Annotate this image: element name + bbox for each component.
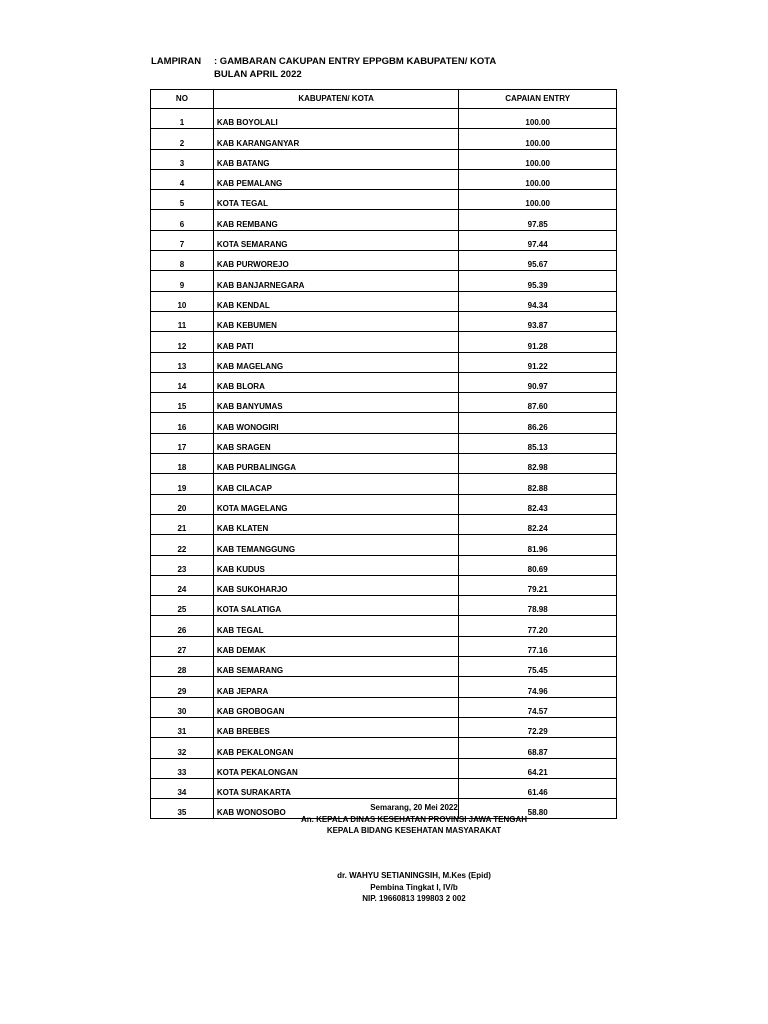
table-row <box>151 596 617 616</box>
achievement-value: 82.43 <box>459 494 617 514</box>
regency-name: KAB KENDAL <box>213 291 458 311</box>
achievement-value: 94.34 <box>459 291 617 311</box>
achievement-value: 77.20 <box>459 616 617 636</box>
achievement-value: 58.80 <box>459 799 617 819</box>
table-body <box>151 109 617 819</box>
achievement-value: 79.21 <box>459 575 617 595</box>
regency-name: KAB WONOGIRI <box>213 413 458 433</box>
table-row <box>151 697 617 717</box>
coverage-table <box>150 89 617 819</box>
row-number: 18 <box>151 454 214 474</box>
table-row <box>151 210 617 230</box>
document-header <box>151 55 496 81</box>
regency-name: KAB PURWOREJO <box>213 251 458 271</box>
regency-name: KOTA PEKALONGAN <box>213 758 458 778</box>
row-number: 25 <box>151 596 214 616</box>
row-number: 3 <box>151 149 214 169</box>
achievement-value: 97.85 <box>459 210 617 230</box>
achievement-value: 100.00 <box>459 169 617 189</box>
row-number: 5 <box>151 190 214 210</box>
achievement-value: 82.24 <box>459 514 617 534</box>
row-number: 30 <box>151 697 214 717</box>
achievement-value: 87.60 <box>459 393 617 413</box>
achievement-value: 91.28 <box>459 332 617 352</box>
regency-name: KAB SEMARANG <box>213 657 458 677</box>
table-row <box>151 169 617 189</box>
row-number: 29 <box>151 677 214 697</box>
table-row <box>151 657 617 677</box>
column-header-no: NO <box>151 90 214 109</box>
regency-name: KOTA SALATIGA <box>213 596 458 616</box>
achievement-value: 90.97 <box>459 372 617 392</box>
row-number: 2 <box>151 129 214 149</box>
row-number: 19 <box>151 474 214 494</box>
achievement-value: 100.00 <box>459 109 617 129</box>
row-number: 31 <box>151 717 214 737</box>
achievement-value: 86.26 <box>459 413 617 433</box>
row-number: 27 <box>151 636 214 656</box>
regency-name: KOTA MAGELANG <box>213 494 458 514</box>
table-row <box>151 372 617 392</box>
achievement-value: 100.00 <box>459 190 617 210</box>
regency-name: KAB KUDUS <box>213 555 458 575</box>
row-number: 35 <box>151 799 214 819</box>
table-row <box>151 454 617 474</box>
table-row <box>151 230 617 250</box>
achievement-value: 81.96 <box>459 535 617 555</box>
office-name: An. KEPALA DINAS KESEHATAN PROVINSI JAWA TENGAH <box>300 814 528 824</box>
achievement-value: 95.39 <box>459 271 617 291</box>
regency-name: KAB BLORA <box>213 372 458 392</box>
signatory-nip: NIP. 19660813 199803 2 002 <box>362 894 466 903</box>
document-period: BULAN APRIL 2022 <box>214 69 302 80</box>
row-number: 22 <box>151 535 214 555</box>
achievement-value: 91.22 <box>459 352 617 372</box>
achievement-value: 74.57 <box>459 697 617 717</box>
regency-name: KAB PEMALANG <box>213 169 458 189</box>
table-row <box>151 555 617 575</box>
regency-name: KAB SRAGEN <box>213 433 458 453</box>
achievement-value: 82.98 <box>459 454 617 474</box>
signatory-name: dr. WAHYU SETIANINGSIH, M.Kes (Epid) <box>337 871 491 880</box>
table-row <box>151 717 617 737</box>
row-number: 23 <box>151 555 214 575</box>
regency-name: KOTA SEMARANG <box>213 230 458 250</box>
row-number: 4 <box>151 169 214 189</box>
table-row <box>151 474 617 494</box>
signature-block <box>240 802 588 837</box>
regency-name: KAB PURBALINGGA <box>213 454 458 474</box>
table-row <box>151 251 617 271</box>
row-number: 14 <box>151 372 214 392</box>
table-row <box>151 291 617 311</box>
row-number: 12 <box>151 332 214 352</box>
signatory-block <box>240 870 588 905</box>
table-row <box>151 109 617 129</box>
row-number: 28 <box>151 657 214 677</box>
achievement-value: 80.69 <box>459 555 617 575</box>
row-number: 24 <box>151 575 214 595</box>
regency-name: KAB SUKOHARJO <box>213 575 458 595</box>
regency-name: KAB PATI <box>213 332 458 352</box>
row-number: 9 <box>151 271 214 291</box>
row-number: 33 <box>151 758 214 778</box>
regency-name: KAB DEMAK <box>213 636 458 656</box>
achievement-value: 68.87 <box>459 738 617 758</box>
row-number: 6 <box>151 210 214 230</box>
table-row <box>151 514 617 534</box>
achievement-value: 93.87 <box>459 311 617 331</box>
regency-name: KAB TEMANGGUNG <box>213 535 458 555</box>
achievement-value: 78.98 <box>459 596 617 616</box>
table-row <box>151 494 617 514</box>
row-number: 10 <box>151 291 214 311</box>
achievement-value: 100.00 <box>459 149 617 169</box>
achievement-value: 74.96 <box>459 677 617 697</box>
table-row <box>151 758 617 778</box>
achievement-value: 75.45 <box>459 657 617 677</box>
regency-name: KAB KARANGANYAR <box>213 129 458 149</box>
achievement-value: 97.44 <box>459 230 617 250</box>
row-number: 8 <box>151 251 214 271</box>
row-number: 16 <box>151 413 214 433</box>
row-number: 32 <box>151 738 214 758</box>
regency-name: KAB TEGAL <box>213 616 458 636</box>
table-row <box>151 129 617 149</box>
achievement-value: 61.46 <box>459 778 617 798</box>
regency-name: KAB BOYOLALI <box>213 109 458 129</box>
regency-name: KAB MAGELANG <box>213 352 458 372</box>
table-row <box>151 677 617 697</box>
table-row <box>151 636 617 656</box>
table-row <box>151 352 617 372</box>
table-row <box>151 393 617 413</box>
column-header-achievement: CAPAIAN ENTRY <box>459 90 617 109</box>
table-row <box>151 311 617 331</box>
achievement-value: 85.13 <box>459 433 617 453</box>
regency-name: KOTA TEGAL <box>213 190 458 210</box>
achievement-value: 64.21 <box>459 758 617 778</box>
row-number: 26 <box>151 616 214 636</box>
table-row <box>151 575 617 595</box>
row-number: 17 <box>151 433 214 453</box>
table-row <box>151 332 617 352</box>
signatory-rank: Pembina Tingkat I, IV/b <box>370 882 458 892</box>
row-number: 7 <box>151 230 214 250</box>
row-number: 20 <box>151 494 214 514</box>
table-row <box>151 413 617 433</box>
regency-name: KOTA SURAKARTA <box>213 778 458 798</box>
table-header-row <box>151 90 617 109</box>
regency-name: KAB WONOSOBO <box>213 799 458 819</box>
table-row <box>151 271 617 291</box>
achievement-value: 100.00 <box>459 129 617 149</box>
column-header-regency: KABUPATEN/ KOTA <box>213 90 458 109</box>
place-date: Semarang, 20 Mei 2022 <box>370 803 458 812</box>
row-number: 21 <box>151 514 214 534</box>
table-row <box>151 190 617 210</box>
regency-name: KAB JEPARA <box>213 677 458 697</box>
document-title: : GAMBARAN CAKUPAN ENTRY EPPGBM KABUPATEN/ KOTA <box>214 56 497 67</box>
regency-name: KAB PEKALONGAN <box>213 738 458 758</box>
table-row <box>151 535 617 555</box>
regency-name: KAB REMBANG <box>213 210 458 230</box>
achievement-value: 72.29 <box>459 717 617 737</box>
division-name: KEPALA BIDANG KESEHATAN MASYARAKAT <box>326 826 502 835</box>
table-row <box>151 149 617 169</box>
table-row <box>151 778 617 798</box>
row-number: 11 <box>151 311 214 331</box>
achievement-value: 82.88 <box>459 474 617 494</box>
table-row <box>151 616 617 636</box>
row-number: 1 <box>151 109 214 129</box>
attachment-label: LAMPIRAN <box>151 56 202 67</box>
regency-name: KAB CILACAP <box>213 474 458 494</box>
achievement-value: 77.16 <box>459 636 617 656</box>
row-number: 13 <box>151 352 214 372</box>
regency-name: KAB BANJARNEGARA <box>213 271 458 291</box>
regency-name: KAB KLATEN <box>213 514 458 534</box>
row-number: 34 <box>151 778 214 798</box>
header-title-row <box>151 55 496 68</box>
regency-name: KAB BATANG <box>213 149 458 169</box>
row-number: 15 <box>151 393 214 413</box>
regency-name: KAB KEBUMEN <box>213 311 458 331</box>
regency-name: KAB BREBES <box>213 717 458 737</box>
regency-name: KAB GROBOGAN <box>213 697 458 717</box>
regency-name: KAB BANYUMAS <box>213 393 458 413</box>
table-row <box>151 433 617 453</box>
table-row <box>151 738 617 758</box>
achievement-value: 95.67 <box>459 251 617 271</box>
